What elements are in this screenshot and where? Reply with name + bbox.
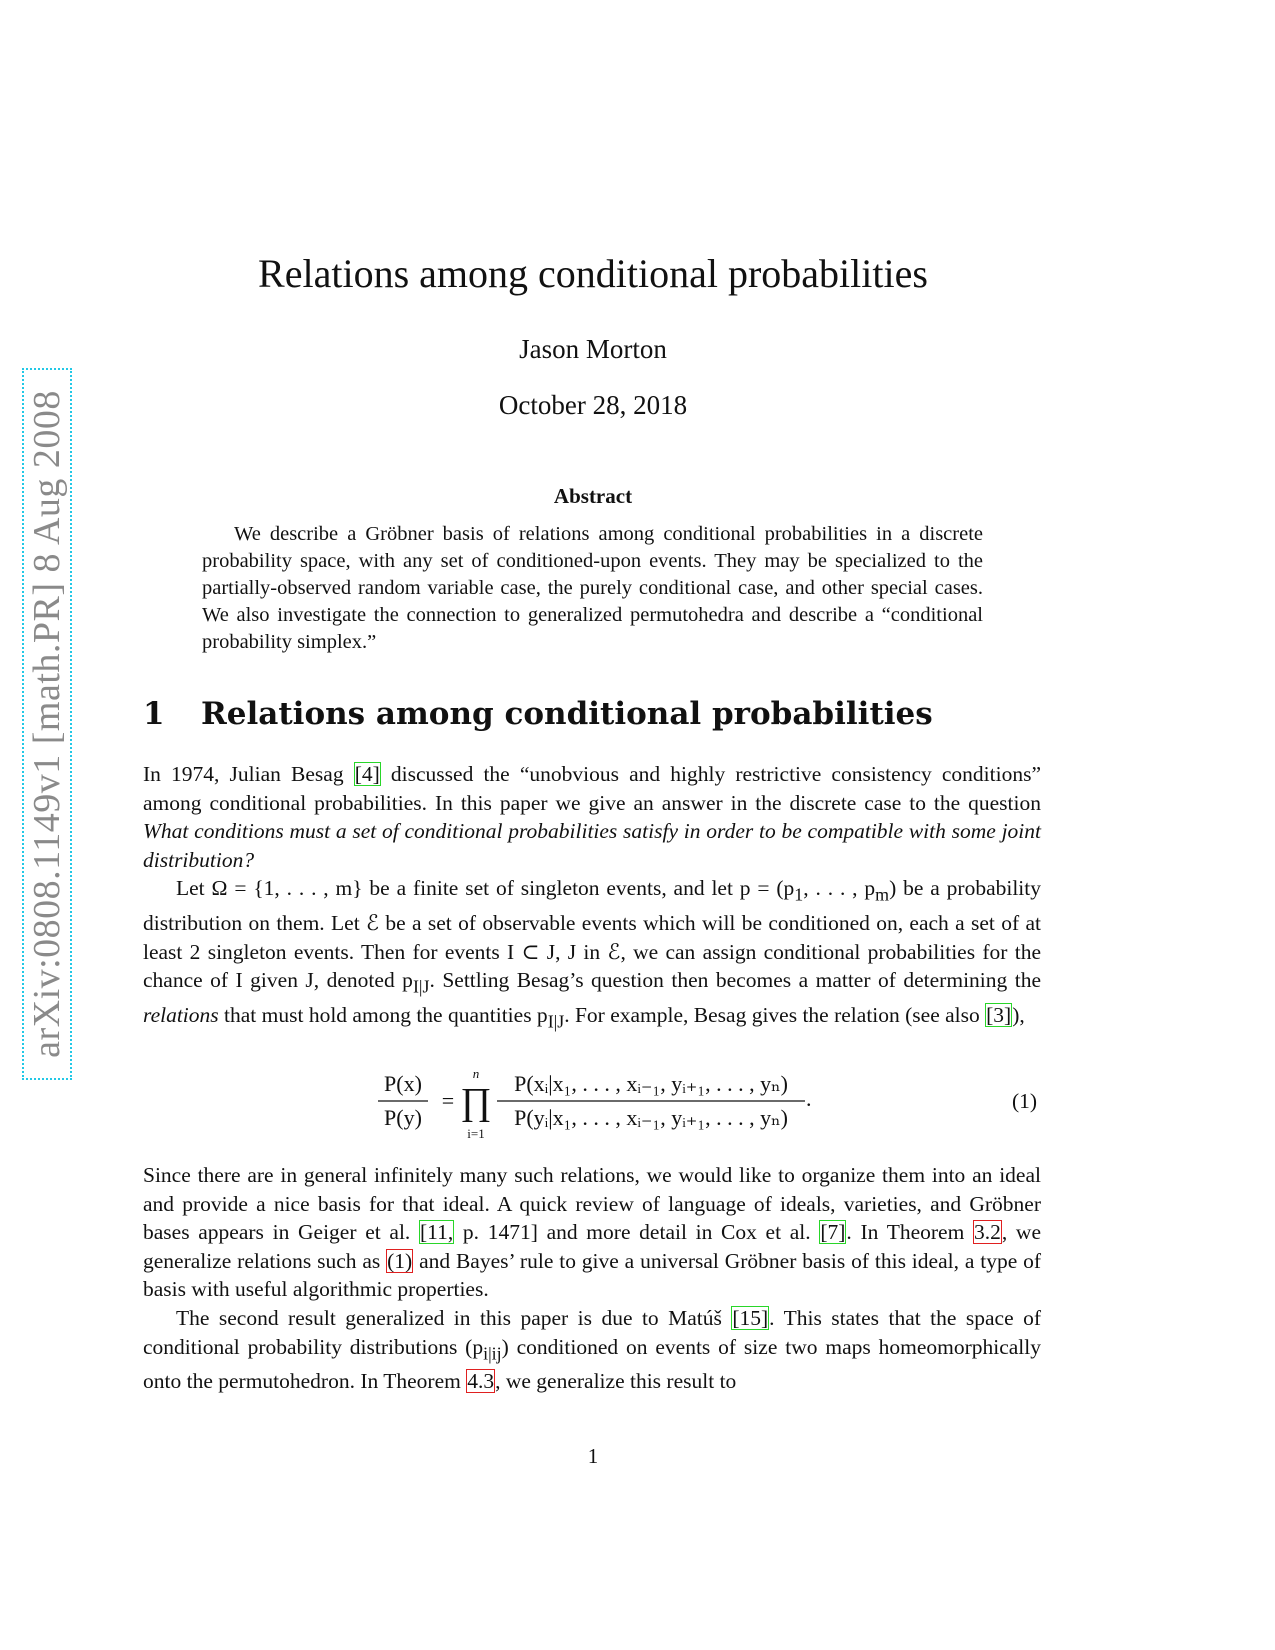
theorem-ref-link[interactable]: 3.2	[973, 1220, 1001, 1245]
paper-title: Relations among conditional probabilities	[258, 251, 928, 296]
section-number: 1	[143, 696, 165, 732]
eq-prod-lower: i=1	[467, 1126, 485, 1141]
paragraph-1: In 1974, Julian Besag [4] discussed the “unobvious and highly restrictive consistency conditions” among conditional probabilities. In this paper we give an answer in the discrete case to the question What conditions must a set of conditional probabilities satisfy in order to be compatible with some joint distribution?	[143, 762, 1041, 872]
page-number: 1	[587, 1444, 599, 1468]
equation-number: (1)	[1012, 1089, 1038, 1113]
section-heading	[143, 696, 933, 732]
equation-graphic	[0, 1066, 1275, 1146]
paragraph-4: The second result generalized in this paper is due to Matúš [15]. This states that the space of conditional probability distributions $(p_{i|ij})$ conditioned on events of size two maps homeomorphically onto the permutohedron. In Theorem 4.3, we generalize this result to	[143, 1305, 1042, 1394]
section-title: Relations among conditional probabilities	[201, 696, 933, 732]
abstract-text: We describe a Gröbner basis of relations among conditional probabilities in a discrete probability space, with any set of conditioned-upon events. They may be specialized to the partially-observed random variable case, the purely conditional case, and other special cases. We also investigate the connection to generalized permutohedra and describe a “conditional probability simplex.”	[202, 523, 983, 653]
body-text-lower	[143, 1161, 1041, 1396]
equation-1	[0, 1066, 1275, 1146]
eq-prod-upper: n	[472, 1066, 480, 1081]
paragraph-2: Let Ω = {1, . . . , m} be a finite set of singleton events, and let $p = (p_1$, . . . , $p_m$) be a probability distribution on them. Let ℰ be a set of observable events which will be conditioned on, each a set of at least 2 singleton events. Then for events I ⊂ J, J in ℰ, we can assign conditional probabilities for the chance of I given J, denoted $p_{I|J}$. Settling Besag’s question then becomes a matter of determining the relations that must hold among the quantities $p_{I|J}$. For example, Besag gives the relation (see also [3]),	[143, 876, 1042, 1032]
date: October 28, 2018	[498, 390, 688, 420]
arxiv-stamp: arXiv:0808.1149v1 [math.PR] 8 Aug 2008	[26, 390, 68, 1058]
equation-ref-link[interactable]: (1)	[387, 1248, 413, 1273]
eq-rhs-numerator: P(xᵢ|x₁, . . . , xᵢ₋₁, yᵢ₊₁, . . . , yₙ)	[514, 1071, 788, 1096]
abstract-heading: Abstract	[553, 484, 633, 508]
citation-link[interactable]: [3]	[986, 1003, 1012, 1028]
research-question: What conditions must a set of conditional probabilities satisfy in order to be compatible with some joint distribution?	[143, 819, 1041, 872]
eq-lhs-denominator: P(y)	[384, 1105, 422, 1130]
body-text-upper	[143, 760, 1041, 1036]
eq-equals: =	[441, 1088, 455, 1113]
eq-product-symbol: ∏	[460, 1081, 492, 1123]
eq-rhs-denominator: P(yᵢ|x₁, . . . , xᵢ₋₁, yᵢ₊₁, . . . , yₙ)	[514, 1105, 788, 1130]
citation-link[interactable]: [15]	[732, 1305, 769, 1330]
eq-lhs-numerator: P(x)	[384, 1071, 422, 1096]
citation-link[interactable]: [4]	[354, 762, 380, 786]
theorem-ref-link[interactable]: 4.3	[467, 1369, 495, 1394]
citation-link[interactable]: [11,	[419, 1220, 454, 1245]
citation-link[interactable]: [7]	[820, 1220, 846, 1245]
eq-period: .	[806, 1086, 812, 1111]
author: Jason Morton	[519, 334, 667, 364]
paragraph-3: Since there are in general infinitely many such relations, we would like to organize them into an ideal and provide a nice basis for that ideal. A quick review of language of ideals, varieties, and Gröbner bases appears in Geiger et al. [11, p. 1471] and more detail in Cox et al. [7]. In Theorem 3.2, we generalize relations such as (1) and Bayes’ rule to give a universal Gröbner basis of this ideal, a type of basis with useful algorithmic properties.	[143, 1163, 1042, 1302]
